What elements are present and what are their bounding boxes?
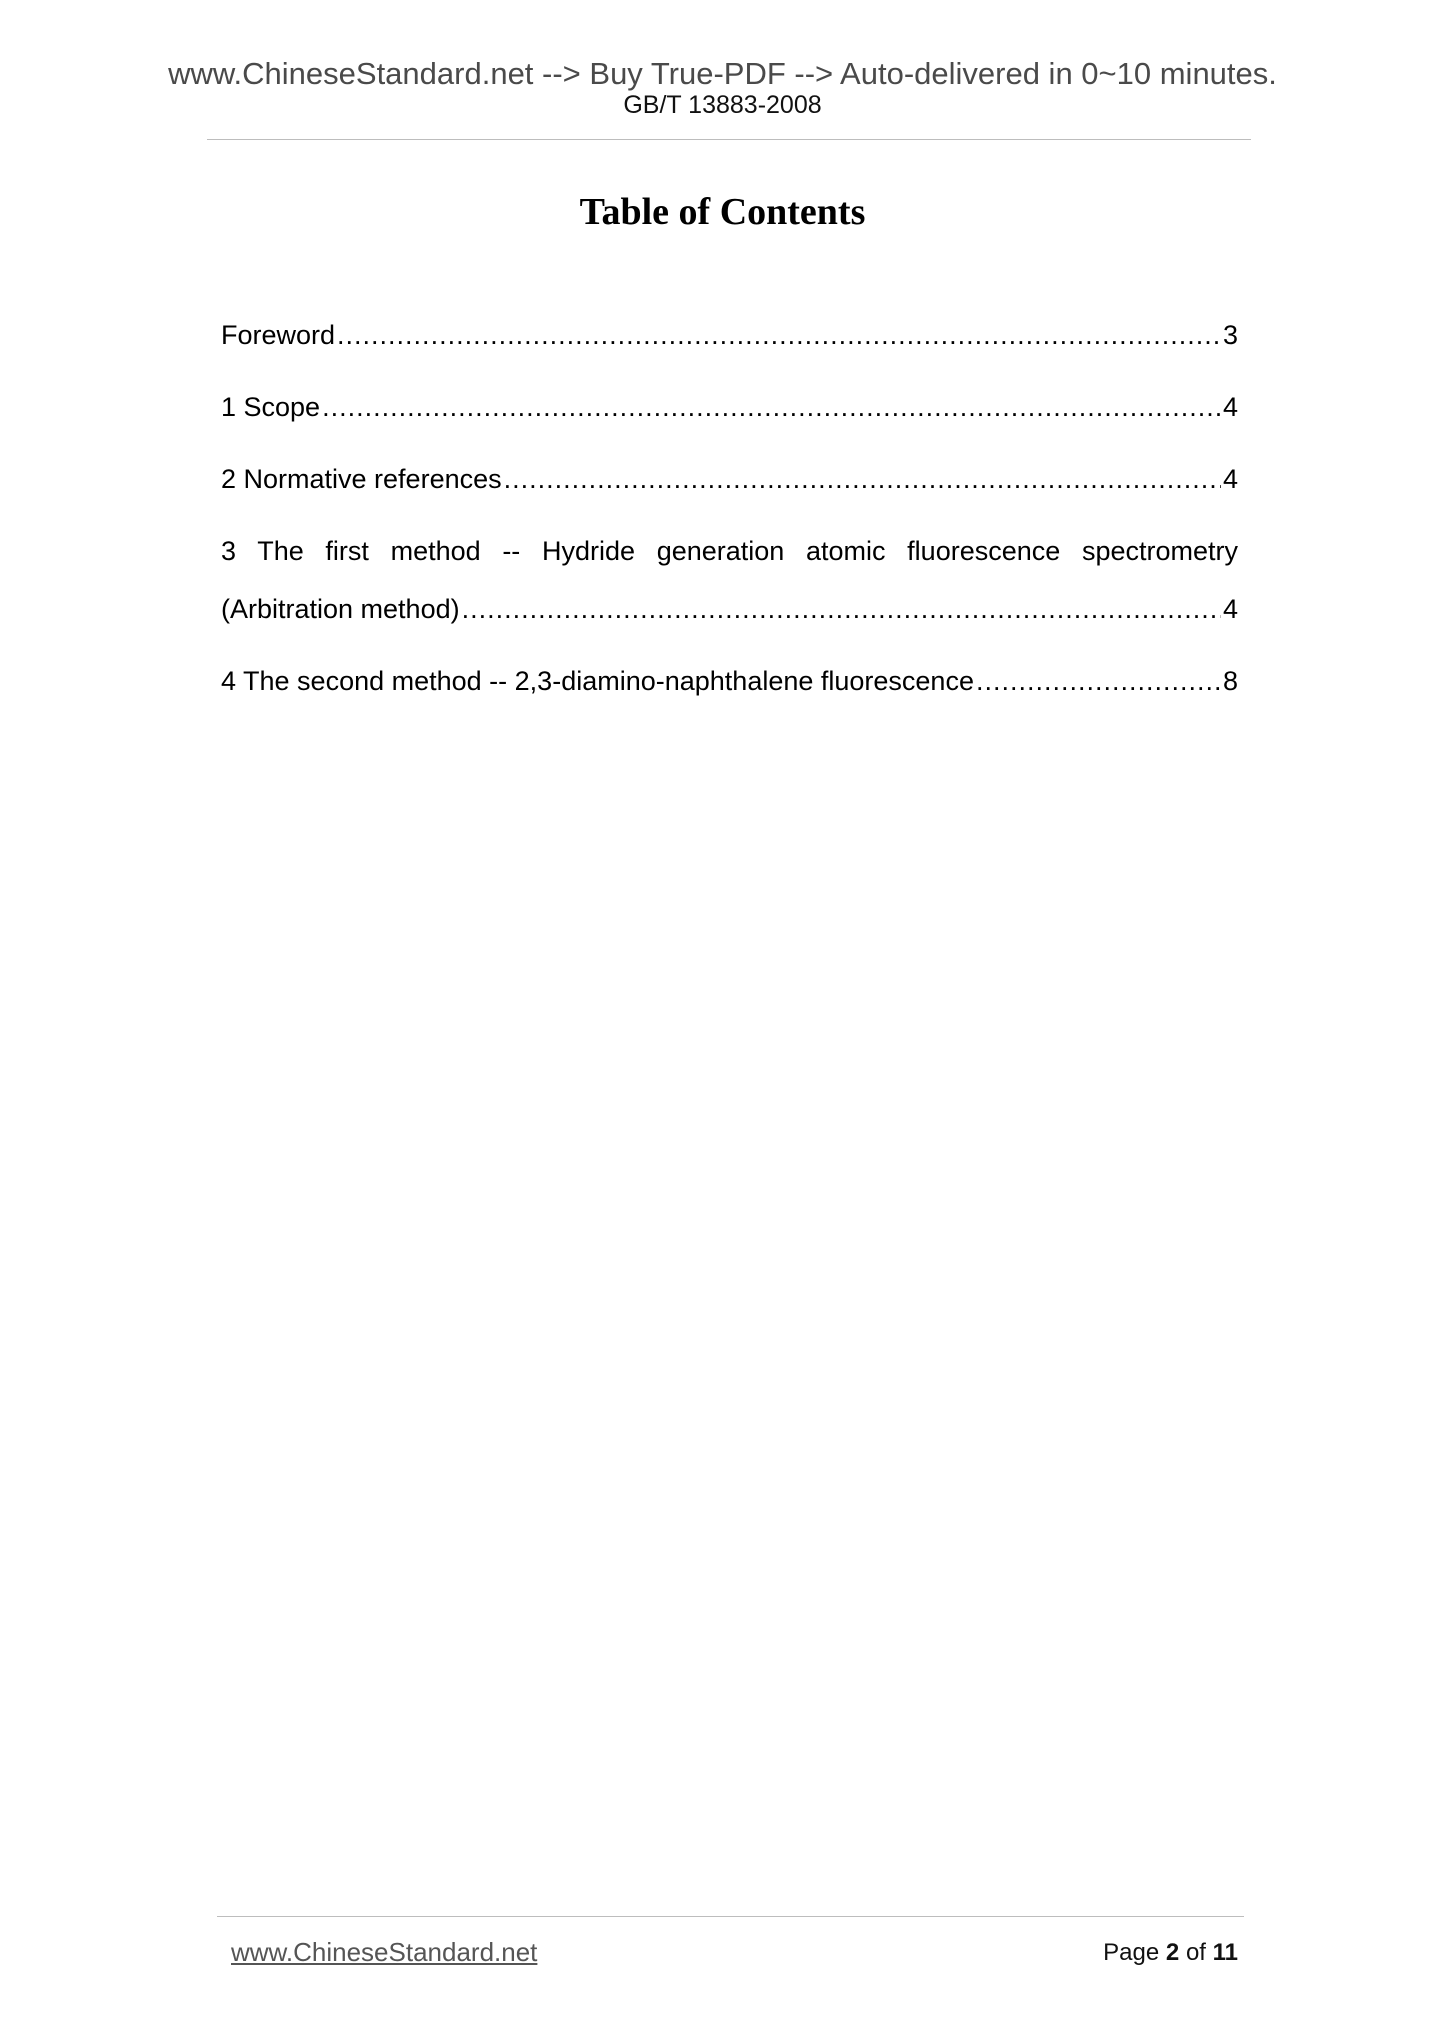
dot-leader [337, 318, 1221, 352]
toc-entry-page: 4 [1222, 464, 1238, 494]
page-prefix: Page [1103, 1939, 1160, 1966]
toc-entry-scope[interactable] [221, 390, 1238, 424]
toc-entry-foreword[interactable] [221, 318, 1238, 352]
toc-entry-label: 4 The second method -- 2,3-diamino-naphthalene fluorescence [221, 666, 974, 696]
document-code: GB/T 13883-2008 [623, 91, 822, 119]
page-title: Table of Contents [579, 191, 866, 233]
footer-divider [217, 1916, 1244, 1917]
toc-entry-label: (Arbitration method) [221, 594, 460, 624]
toc-entry-label: 1 Scope [221, 392, 321, 422]
toc-entry-label: Foreword [221, 320, 336, 350]
dot-leader [462, 592, 1221, 626]
toc-entry-page: 4 [1222, 392, 1238, 422]
dot-leader [322, 390, 1221, 424]
toc-entry-normative-references[interactable] [221, 462, 1238, 496]
toc-entry-label: 3 The first method -- Hydride generation atomic fluorescence spectrometry [221, 536, 1238, 566]
page-number [1103, 1941, 1238, 1965]
page-current: 2 [1165, 1939, 1180, 1966]
dot-leader [504, 462, 1221, 496]
promo-banner[interactable]: www.ChineseStandard.net --> Buy True-PDF --> Auto-delivered in 0~10 minutes. [168, 56, 1277, 91]
toc-entry-page: 4 [1222, 594, 1238, 624]
toc-entry-page: 8 [1222, 666, 1238, 696]
toc-entry-label: 2 Normative references [221, 464, 502, 494]
page-total: 11 [1212, 1939, 1238, 1966]
dot-leader [976, 664, 1221, 698]
toc-entry-first-method-line2[interactable] [221, 592, 1238, 626]
toc-entry-first-method-line1[interactable] [221, 534, 1238, 568]
toc-entry-page: 3 [1222, 320, 1238, 350]
toc-entry-second-method[interactable] [221, 664, 1238, 698]
footer-website-link[interactable]: www.ChineseStandard.net [231, 1937, 538, 1967]
page-of: of [1185, 1939, 1206, 1966]
header-divider [207, 139, 1251, 140]
